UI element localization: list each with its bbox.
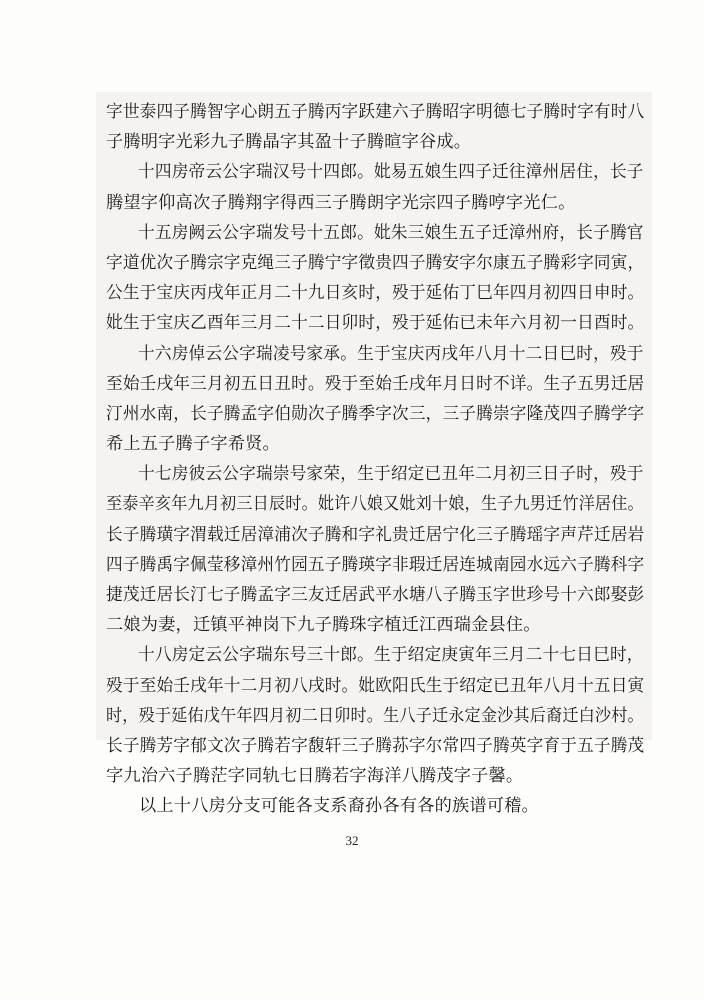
text-line: 汀州水南，长子腾孟字伯勋次子腾季字次三，三子腾崇字隆茂四子腾学字 (106, 403, 645, 424)
text-line: 十五房阙云公字瑞发号十五郎。妣朱三娘生五子迁漳州府，长子腾官 (137, 222, 644, 243)
text-line: 希上五子腾子字希贤。 (106, 434, 280, 455)
text-line: 二娘为妻，迁镇平神岗下九子腾珠字植迁江西瑞金县住。 (106, 615, 541, 636)
text-line: 捷茂迁居长汀七子腾孟字三友迁居武平水塘八子腾玉字世珍号十六郎娶彭 (106, 585, 645, 605)
text-line: 字世泰四子腾智字心朗五子腾丙字跃建六子腾昭字明德七子腾时字有时八 (106, 102, 645, 122)
text-line: 子腾明字光彩九子腾晶字其盈十子腾暄字谷成。 (106, 132, 472, 153)
text-line: 十七房彼云公字瑞崇号家荣，生于绍定已丑年二月初三日子时，殁于 (137, 464, 644, 485)
text-line: 十六房倬云公字瑞凌号家承。生于宝庆丙戌年八月十二日巳时，殁于 (137, 343, 644, 364)
text-line: 至泰辛亥年九月初三日辰时。妣许八娘又妣刘十娘，生子九男迁竹洋居住。 (106, 494, 644, 515)
text-line: 公生于宝庆丙戌年正月二十九日亥时，殁于延佑丁巳年四月初四日申时。 (106, 283, 645, 304)
text-line: 十八房定云公字瑞东号三十郎。生于绍定庚寅年三月二十七日巳时， (137, 645, 644, 666)
text-line: 字道优次子腾宗字克绳三子腾宁字徵贵四子腾安字尔康五子腾彩字同寅， (106, 252, 645, 273)
text-line: 时，殁于延佑戊午年四月初二日卯时。生八子迁永定金沙其后裔迁白沙村。 (106, 705, 644, 726)
body-text (106, 97, 644, 822)
text-line: 长子腾璜字渭载迁居漳浦次子腾和字礼贵迁居宁化三子腾瑶字声芹迁居岩 (106, 524, 645, 545)
text-line: 以上十八房分支可能各支系裔孙各有各的族谱可稽。 (139, 796, 539, 817)
text-line: 殁于至始壬戌年十二月初八戌时。妣欧阳氏生于绍定已丑年八月十五日寅 (106, 675, 645, 696)
text-line: 腾望字仰高次子腾翔字得西三子腾朗字光宗四子腾哼字光仁。 (106, 192, 576, 213)
text-line: 长子腾芳字郁文次子腾若字馥轩三子腾荪字尔常四子腾英字育于五子腾茂 (106, 735, 645, 756)
text-line: 四子腾禹字佩莹移漳州竹园五子腾瑛字非瑕迁居连城南园水远六子腾科字 (106, 554, 645, 575)
text-line: 字九治六子腾茫字同轨七日腾若字海洋八腾茂字子馨。 (106, 766, 524, 787)
text-line: 十四房帝云公字瑞汉号十四郎。妣易五娘生四子迁往漳州居住，长子 (137, 162, 644, 183)
text-line: 妣生于宝庆乙酉年三月二十二日卯时，殁于延佑已未年六月初一日酉时。 (106, 313, 645, 334)
page-number: 32 (345, 833, 359, 848)
text-line: 至始壬戌年三月初五日丑时。殁于至始壬戌年月日时不详。生子五男迁居 (106, 373, 645, 394)
